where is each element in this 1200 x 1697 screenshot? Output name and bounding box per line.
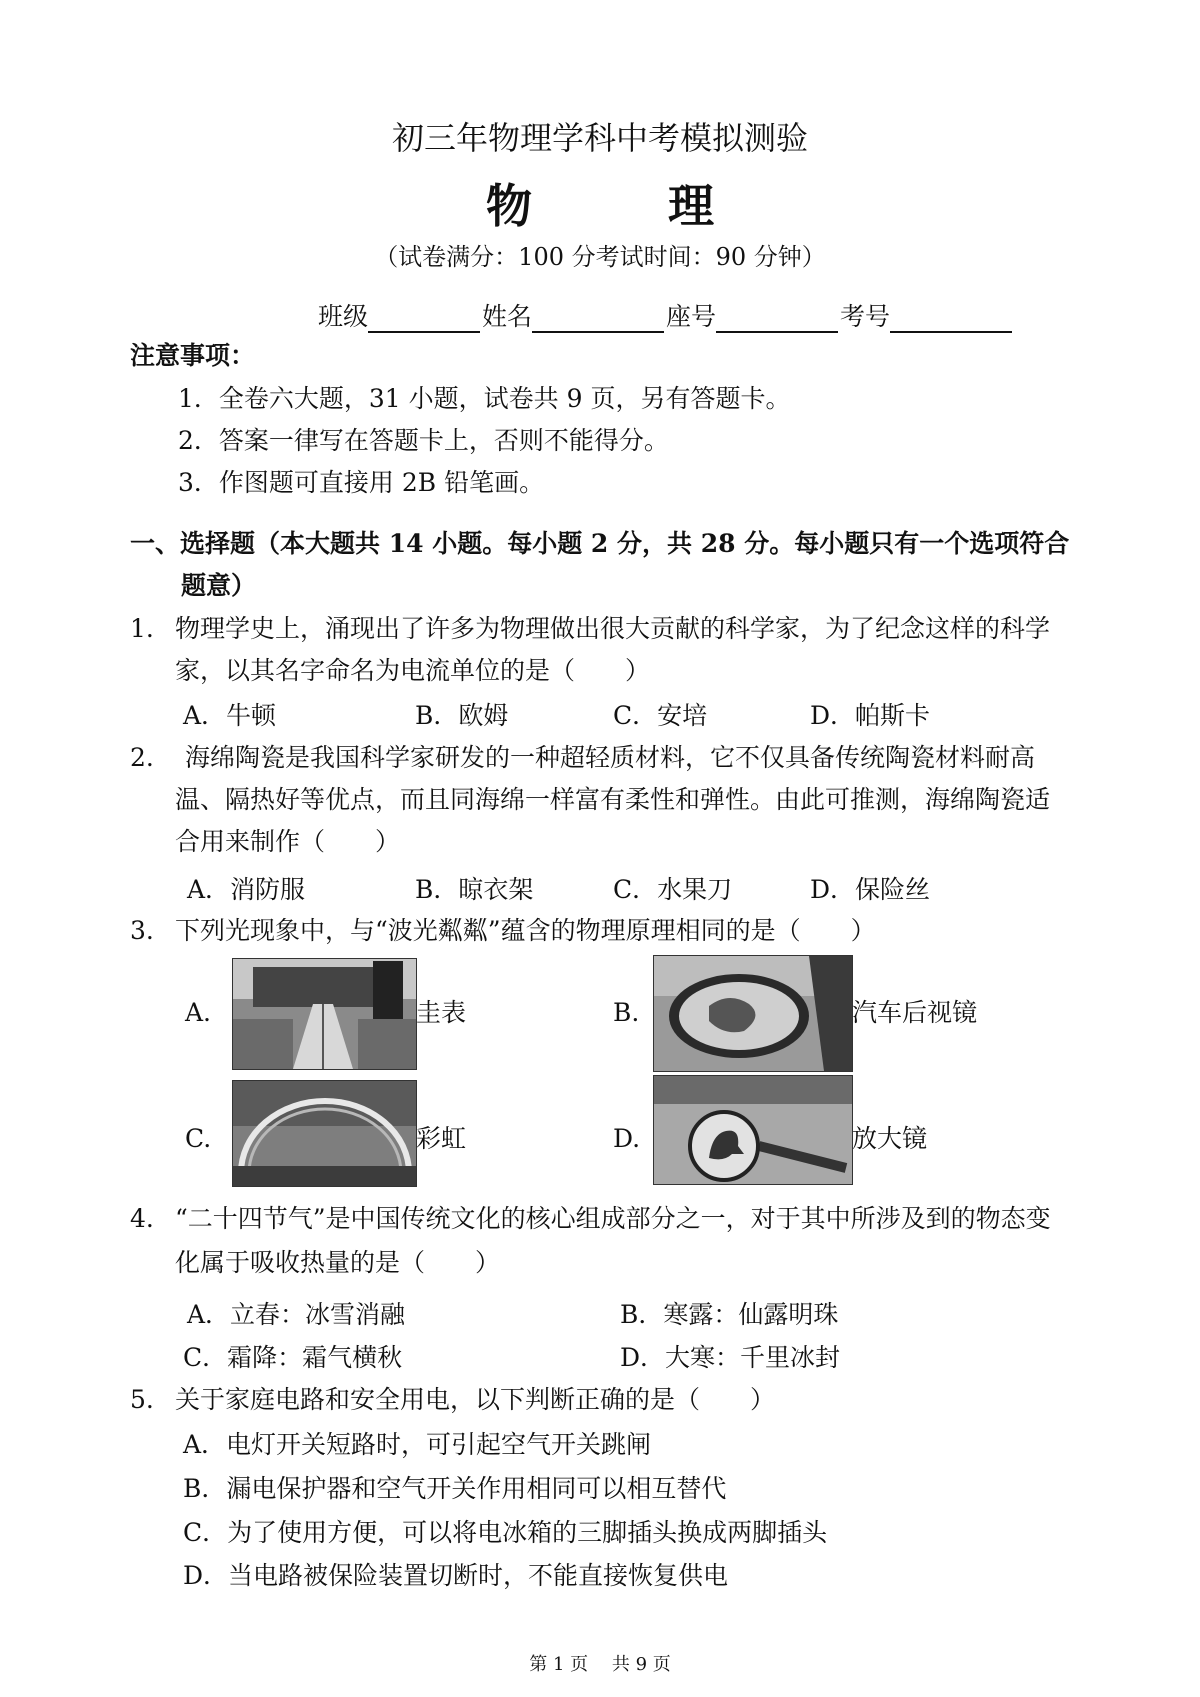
exam-no-label: 考号 (840, 302, 891, 331)
seat-label: 座号 (666, 302, 717, 331)
name-blank[interactable] (532, 307, 664, 333)
magnifier-illustration (654, 1076, 852, 1184)
question-text: 温、隔热好等优点，而且同海绵一样富有柔性和弹性。由此可推测，海绵陶瓷适 (175, 785, 1051, 814)
option-c: C．水果刀 (613, 875, 733, 904)
question-text: 合用来制作（ ） (175, 827, 401, 856)
magnifier-photo (653, 1075, 853, 1185)
question-number: 5. (130, 1385, 154, 1414)
notice-item: 3．作图题可直接用 2B 铅笔画。 (178, 468, 545, 497)
question-text: 家，以其名字命名为电流单位的是（ ） (175, 656, 651, 685)
rainbow-illustration (233, 1081, 416, 1186)
section-heading-cont: 题意） (181, 571, 257, 600)
option-b: B．晾衣架 (415, 875, 534, 904)
notice-item: 1．全卷六大题，31 小题，试卷共 9 页，另有答题卡。 (178, 384, 791, 413)
option-a: A．消防服 (187, 875, 306, 904)
option-b: B．漏电保护器和空气开关作用相同可以相互替代 (183, 1474, 727, 1503)
gnomon-illustration (233, 959, 416, 1069)
option-c: C．霜降：霜气横秋 (183, 1343, 403, 1372)
option-c-label: 彩虹 (416, 1124, 467, 1153)
question-text: 下列光现象中，与“波光粼粼”蕴含的物理原理相同的是（ ） (175, 916, 876, 945)
option-d: D．保险丝 (810, 875, 931, 904)
option-d: D．大寒：千里冰封 (620, 1343, 841, 1372)
option-c-letter: C. (185, 1124, 212, 1153)
exam-title: 初三年物理学科中考模拟测验 (391, 119, 808, 157)
question-number: 1. (130, 614, 154, 643)
car-mirror-photo (653, 955, 853, 1072)
option-a: A．电灯开关短路时，可引起空气开关跳闸 (183, 1430, 652, 1459)
option-a-label: 圭表 (416, 998, 467, 1027)
option-c: C．为了使用方便，可以将电冰箱的三脚插头换成两脚插头 (183, 1518, 828, 1547)
question-text: 海绵陶瓷是我国科学家研发的一种超轻质材料，它不仅具备传统陶瓷材料耐高 (185, 743, 1036, 772)
question-text: 关于家庭电路和安全用电，以下判断正确的是（ ） (175, 1385, 776, 1414)
class-blank[interactable] (368, 307, 480, 333)
option-d-letter: D. (613, 1124, 641, 1153)
option-d: D．帕斯卡 (810, 701, 931, 730)
notice-item: 2．答案一律写在答题卡上，否则不能得分。 (178, 426, 669, 455)
option-a-letter: A. (185, 998, 212, 1027)
option-d: D．当电路被保险装置切断时，不能直接恢复供电 (183, 1561, 729, 1590)
name-label: 姓名 (482, 302, 533, 331)
option-d-label: 放大镜 (852, 1124, 928, 1153)
question-text: “二十四节气”是中国传统文化的核心组成部分之一，对于其中所涉及到的物态变 (175, 1204, 1051, 1233)
exam-info: （试卷满分：100 分考试时间：90 分钟） (374, 243, 826, 271)
question-number: 3. (130, 916, 154, 945)
option-a: A．牛顿 (183, 701, 277, 730)
question-number: 2. (130, 743, 154, 772)
option-a: A．立春：冰雪消融 (187, 1300, 406, 1329)
option-b: B．寒露：仙露明珠 (620, 1300, 839, 1329)
question-number: 4. (130, 1204, 154, 1233)
exam-no-blank[interactable] (890, 307, 1012, 333)
gnomon-photo (232, 958, 417, 1070)
subject-title: 物 理 (485, 179, 774, 233)
page-footer: 第 1 页 共 9 页 (529, 1654, 671, 1675)
class-label: 班级 (318, 302, 369, 331)
option-b-label: 汽车后视镜 (852, 998, 978, 1027)
student-info-fields (318, 297, 1014, 333)
question-text: 物理学史上，涌现出了许多为物理做出很大贡献的科学家，为了纪念这样的科学 (175, 614, 1051, 643)
option-c: C．安培 (613, 701, 708, 730)
option-b-letter: B. (613, 998, 640, 1027)
notice-heading: 注意事项： (130, 341, 256, 370)
option-b: B．欧姆 (415, 701, 509, 730)
question-text: 化属于吸收热量的是（ ） (175, 1248, 501, 1277)
section-heading: 一、选择题（本大题共 14 小题。每小题 2 分，共 28 分。每小题只有一个选项符合 (130, 529, 1070, 558)
rainbow-photo (232, 1080, 417, 1187)
car-mirror-illustration (654, 956, 852, 1071)
seat-blank[interactable] (716, 307, 838, 333)
